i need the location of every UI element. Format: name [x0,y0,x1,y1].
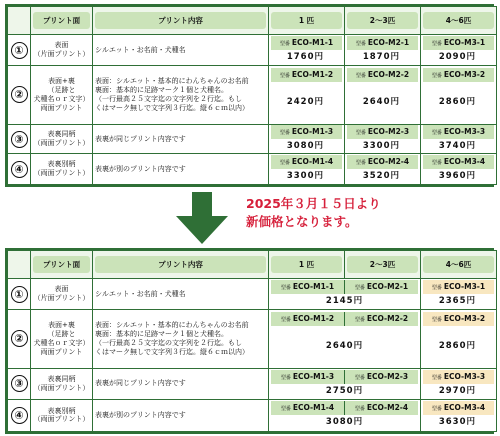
model-code: 型番 ECO-M2-4 [345,401,418,415]
table-row [8,154,497,185]
row-number: ④ [11,161,28,178]
model-code: 型番 ECO-M1-3 [271,370,345,384]
row-number: ③ [11,375,28,392]
model-code: 型番 ECO-M3-4 [423,155,494,169]
price: 2090円 [438,52,476,63]
table-row [8,368,497,399]
row-number: ② [11,86,28,103]
price: 2420円 [286,96,324,107]
model-code: 型番 ECO-M2-4 [347,155,418,169]
announcement-text: 新価格となります。 [246,214,358,229]
price: 2145円 [325,296,364,307]
header-qty3: 4～6匹 [423,256,494,273]
price: 2750円 [325,385,364,396]
header-content: プリント内容 [95,256,266,273]
model-code: 型番 ECO-M1-3 [271,125,342,139]
table-row [8,399,497,431]
price-change-announcement [246,195,381,231]
price: 3080円 [325,417,364,428]
print-content: 表面：シルエット・基本的にわんちゃんのお名前 裏面：基本的に足跡マーク１個と犬種名。 （一行最高２５文字迄の文字列を２行迄。もし くはマーク無しで文字列３行迄。縦６ｃｍ以内） [93,310,269,368]
header-row [8,7,497,35]
print-content: シルエット・お名前・犬種名 [93,35,269,66]
price: 2365円 [438,296,476,307]
row-number: ① [11,286,28,303]
table-row [8,65,497,124]
model-code: 型番 ECO-M2-3 [345,370,418,384]
print-surface-type: 表裏別柄 （両面プリント） [31,154,93,185]
print-surface-type: 表面 （片面プリント） [31,279,93,310]
price: 3740円 [438,141,476,152]
print-surface-type: 表面+裏 （足跡と 犬種名ｏｒ文字） 両面プリント [31,310,93,368]
model-code: 型番 ECO-M3-4 [423,401,494,415]
price: 3300円 [362,141,400,152]
table-row [8,35,497,66]
header-content: プリント内容 [95,12,266,29]
print-content: 表裏が別のプリント内容です [93,399,269,431]
model-code: 型番 ECO-M3-2 [423,68,494,82]
print-content: シルエット・お名前・犬種名 [93,279,269,310]
model-code: 型番 ECO-M1-2 [271,68,342,82]
price: 1760円 [286,52,324,63]
model-code: 型番 ECO-M1-1 [271,36,342,50]
model-code: 型番 ECO-M2-2 [347,68,418,82]
print-content: 表裏が同じプリント内容です [93,124,269,153]
model-code: 型番 ECO-M3-2 [423,312,494,326]
print-surface-type: 表面 （片面プリント） [31,35,93,66]
model-code: 型番 ECO-M2-3 [347,125,418,139]
model-code: 型番 ECO-M2-2 [345,312,418,326]
model-code: 型番 ECO-M3-1 [423,280,494,294]
price: 3080円 [286,141,324,152]
price: 3960円 [438,171,476,182]
model-code: 型番 ECO-M1-4 [271,155,342,169]
price: 3300円 [286,171,324,182]
announcement-date: 2025年３月１５日より [246,196,381,211]
model-code: 型番 ECO-M3-1 [423,36,494,50]
price: 1870円 [362,52,400,63]
model-code: 型番 ECO-M1-2 [271,312,345,326]
model-code: 型番 ECO-M1-4 [271,401,345,415]
model-code: 型番 ECO-M1-1 [271,280,345,294]
header-surface: プリント面 [33,256,90,273]
new-price-table [5,248,494,434]
table-row [8,124,497,153]
model-code: 型番 ECO-M3-3 [423,370,494,384]
down-arrow-icon [172,190,232,246]
print-surface-type: 表裏別柄 （両面プリント） [31,399,93,431]
print-content: 表裏が別のプリント内容です [93,154,269,185]
header-surface: プリント面 [33,12,90,29]
row-number: ③ [11,131,28,148]
header-row [8,251,497,279]
row-number: ④ [11,407,28,424]
header-qty3: 4～6匹 [423,12,494,29]
print-content: 表面：シルエット・基本的にわんちゃんのお名前 裏面：基本的に足跡マーク１個と犬種名。 （一行最高２５文字迄の文字列を２行迄。もし くはマーク無しで文字列３行迄。縦６ｃｍ以内） [93,65,269,124]
header-qty2: 2～3匹 [347,256,418,273]
price: 2860円 [438,340,476,351]
print-surface-type: 表裏同柄 （両面プリント） [31,368,93,399]
print-content: 表裏が同じプリント内容です [93,368,269,399]
price: 2640円 [362,96,400,107]
price: 3630円 [438,417,476,428]
print-surface-type: 表裏同柄 （両面プリント） [31,124,93,153]
header-qty1: 1 匹 [271,12,342,29]
table-row [8,310,497,368]
model-code: 型番 ECO-M2-1 [345,280,418,294]
row-number: ② [11,330,28,347]
price: 2640円 [325,340,364,351]
row-number: ① [11,42,28,59]
header-qty2: 2～3匹 [347,12,418,29]
price: 2970円 [438,385,476,396]
table-row [8,279,497,310]
price: 2860円 [438,96,476,107]
model-code: 型番 ECO-M2-1 [347,36,418,50]
model-code: 型番 ECO-M3-3 [423,125,494,139]
price: 3520円 [362,171,400,182]
old-price-table [5,4,494,187]
print-surface-type: 表面+裏 （足跡と 犬種名ｏｒ文字） 両面プリント [31,65,93,124]
header-qty1: 1 匹 [271,256,342,273]
